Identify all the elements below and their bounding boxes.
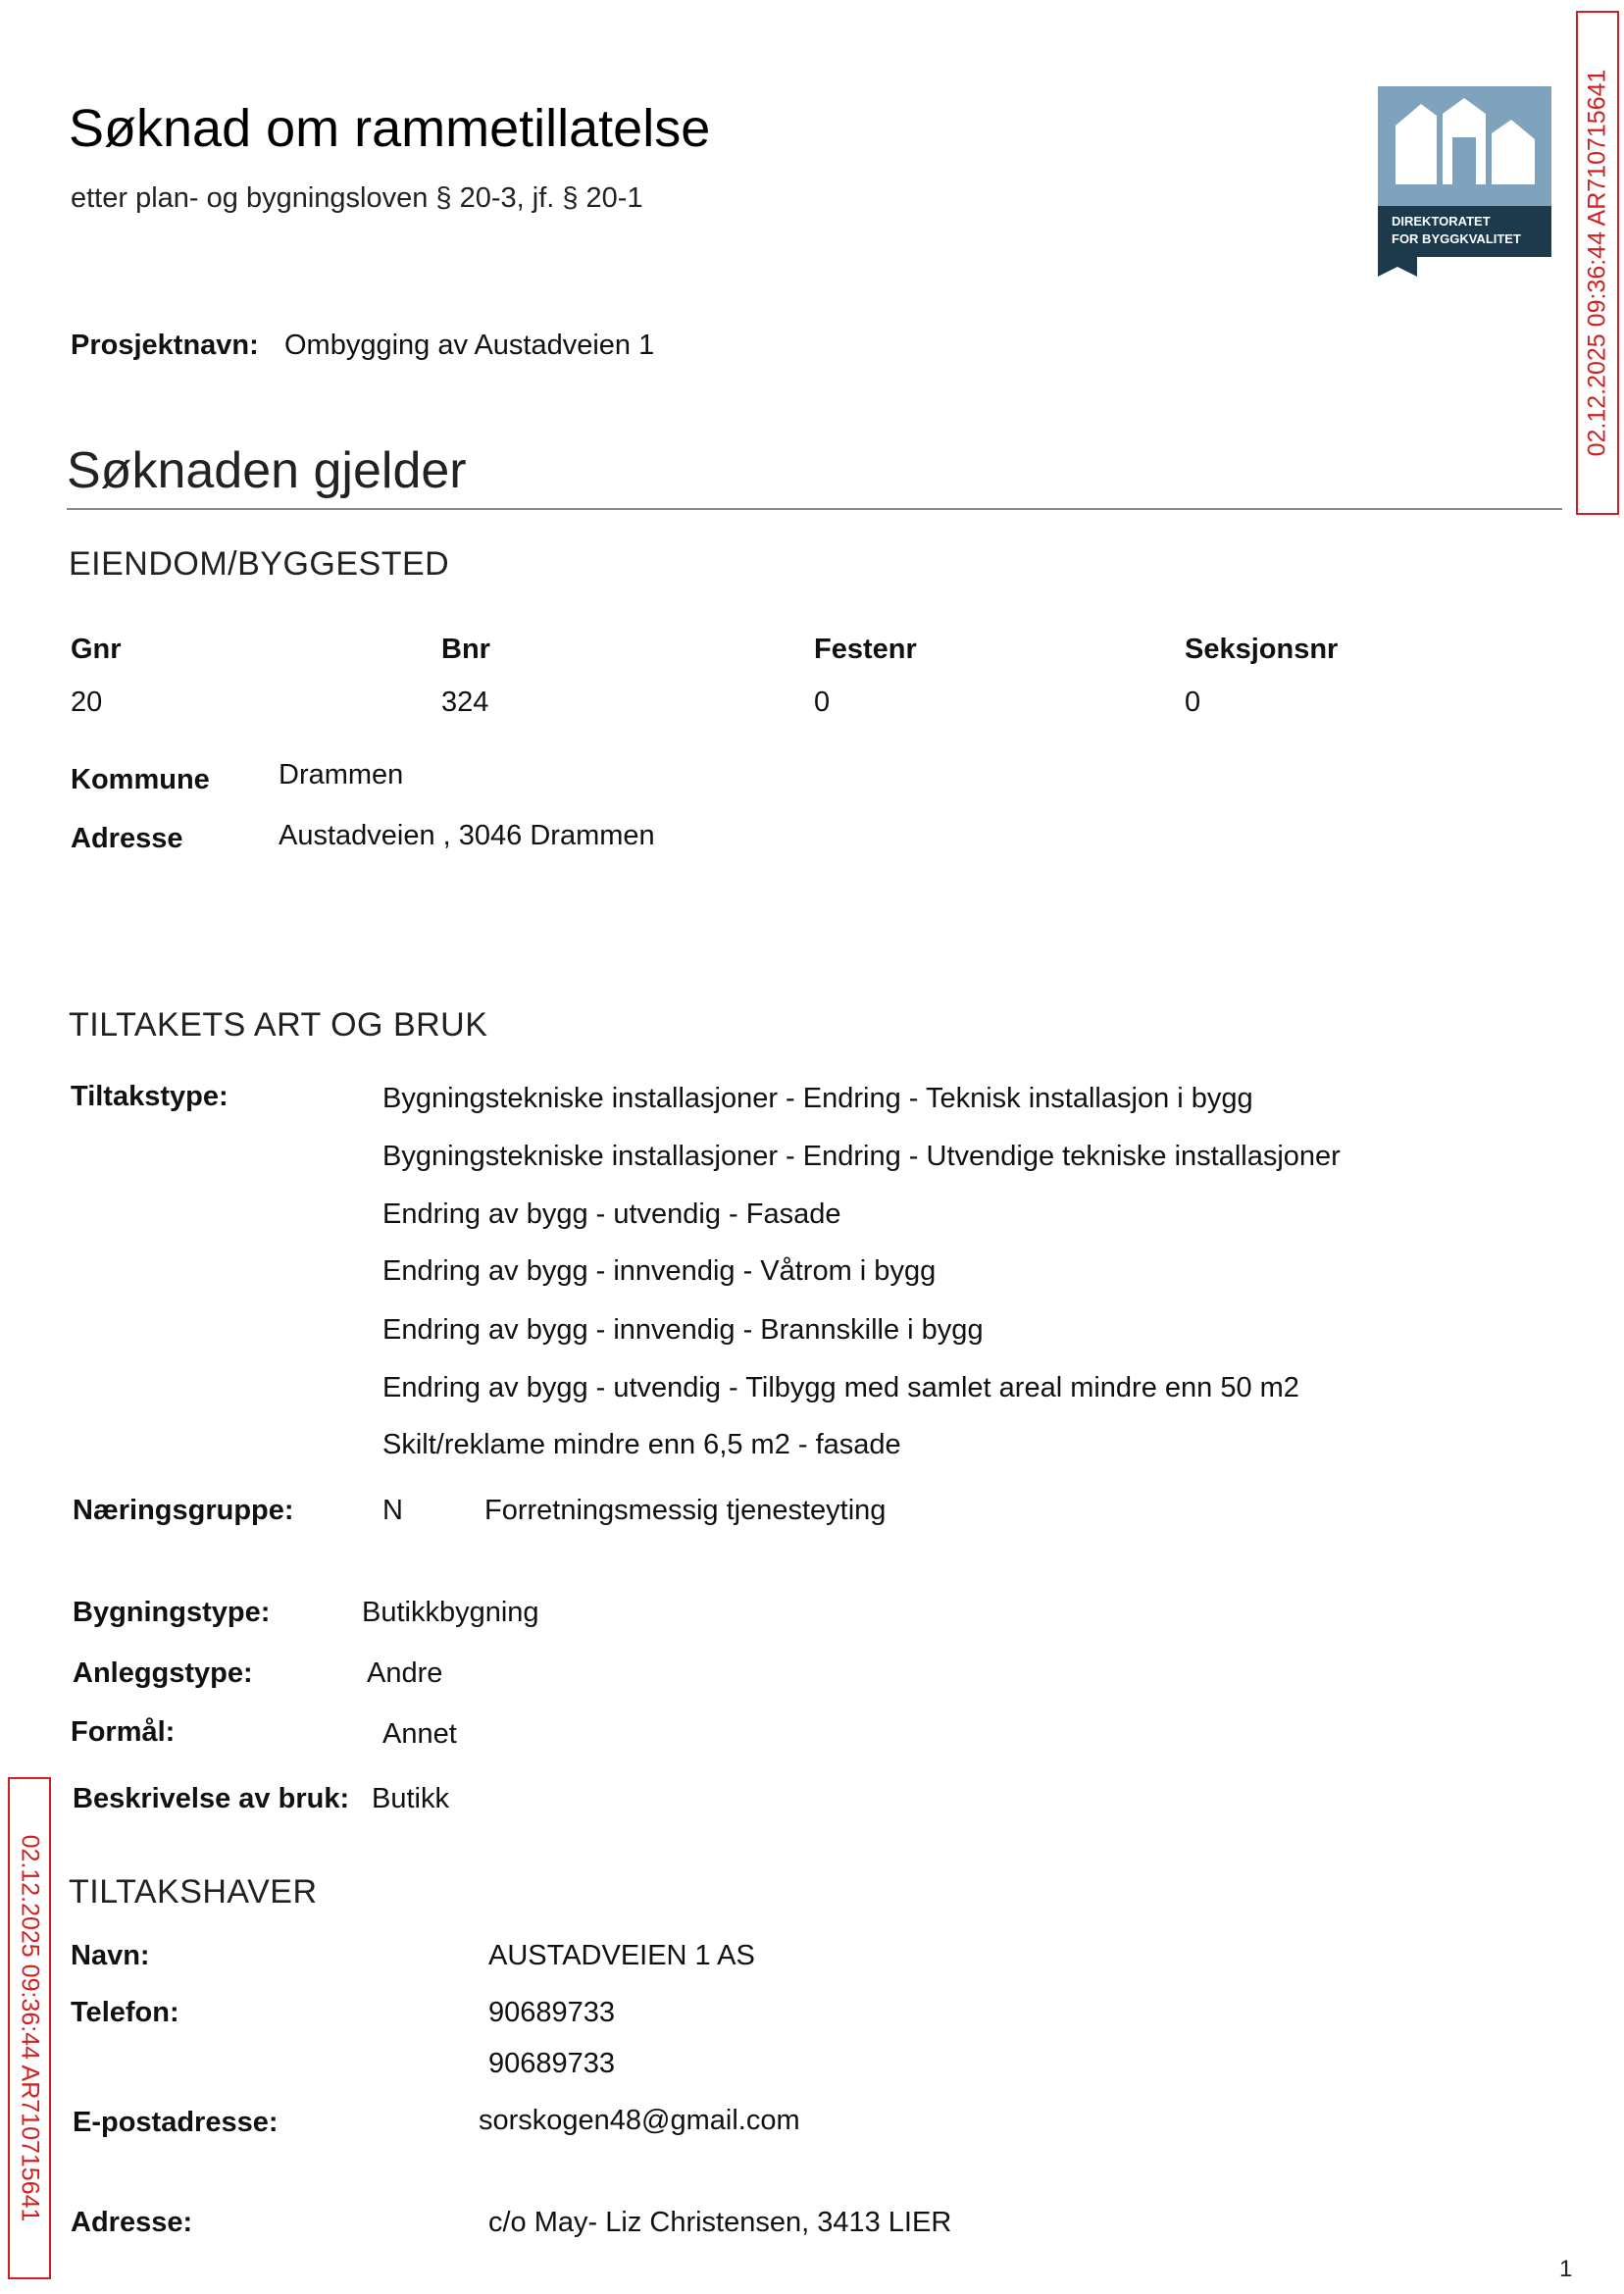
measure-heading: TILTAKETS ART OG BRUK bbox=[69, 1006, 488, 1044]
municipality-label: Kommune bbox=[71, 764, 210, 795]
property-heading: EIENDOM/BYGGESTED bbox=[69, 545, 450, 583]
logo-text-line1: DIREKTORATET bbox=[1392, 214, 1491, 229]
festenr-value: 0 bbox=[814, 687, 831, 718]
section-title: Søknaden gjelder bbox=[67, 442, 467, 499]
receipt-stamp-right bbox=[1576, 11, 1619, 515]
industry-code: N bbox=[382, 1495, 403, 1526]
gnr-label: Gnr bbox=[71, 634, 122, 665]
building-type-label: Bygningstype: bbox=[73, 1597, 271, 1628]
measure-type-item: Skilt/reklame mindre enn 6,5 m2 - fasade bbox=[382, 1429, 901, 1460]
seksjonsnr-value: 0 bbox=[1185, 687, 1201, 718]
applicant-phone-1: 90689733 bbox=[488, 1997, 616, 2028]
stamp-text: 02.12.2025 09:36:44 AR710715641 bbox=[1583, 69, 1611, 457]
applicant-name-label: Navn: bbox=[71, 1940, 150, 1971]
applicant-name-value: AUSTADVEIEN 1 AS bbox=[488, 1940, 755, 1971]
measure-type-item: Endring av bygg - innvendig - Våtrom i bygg bbox=[382, 1255, 937, 1287]
applicant-heading: TILTAKSHAVER bbox=[69, 1873, 318, 1911]
festenr-label: Festenr bbox=[814, 634, 917, 665]
project-name-label: Prosjektnavn: bbox=[71, 330, 259, 361]
property-address-value: Austadveien , 3046 Drammen bbox=[279, 820, 655, 851]
industry-label: Næringsgruppe: bbox=[73, 1495, 294, 1526]
bnr-value: 324 bbox=[441, 687, 489, 718]
document-subtitle: etter plan- og bygningsloven § 20-3, jf. § 20-1 bbox=[71, 182, 643, 214]
section-divider bbox=[67, 508, 1562, 510]
page-number: 1 bbox=[1559, 2256, 1573, 2282]
stamp-text: 02.12.2025 09:36:44 AR710715641 bbox=[16, 1834, 44, 2222]
applicant-address-value: c/o May- Liz Christensen, 3413 LIER bbox=[488, 2207, 952, 2238]
municipality-value: Drammen bbox=[279, 759, 404, 790]
dibk-logo bbox=[1378, 86, 1551, 277]
applicant-phone-2: 90689733 bbox=[488, 2048, 616, 2079]
measure-type-item: Endring av bygg - innvendig - Brannskille i bygg bbox=[382, 1314, 984, 1346]
use-description-value: Butikk bbox=[372, 1783, 449, 1814]
building-type-value: Butikkbygning bbox=[362, 1597, 539, 1628]
receipt-stamp-left bbox=[8, 1777, 51, 2279]
measure-type-item: Endring av bygg - utvendig - Tilbygg med samlet areal mindre enn 50 m2 bbox=[382, 1372, 1299, 1403]
project-name-value: Ombygging av Austadveien 1 bbox=[284, 330, 655, 361]
measure-type-item: Bygningstekniske installasjoner - Endring - Utvendige tekniske installasjoner bbox=[382, 1141, 1341, 1172]
logo-ribbon bbox=[1378, 257, 1417, 277]
document-title: Søknad om rammetillatelse bbox=[69, 99, 711, 158]
logo-text-line2: FOR BYGGKVALITET bbox=[1392, 231, 1521, 246]
industry-name: Forretningsmessig tjenesteyting bbox=[484, 1495, 887, 1526]
facility-type-label: Anleggstype: bbox=[73, 1657, 253, 1689]
seksjonsnr-label: Seksjonsnr bbox=[1185, 634, 1339, 665]
measure-type-label: Tiltakstype: bbox=[71, 1081, 228, 1112]
property-address-label: Adresse bbox=[71, 823, 183, 854]
applicant-address-label: Adresse: bbox=[71, 2207, 193, 2238]
applicant-phone-label: Telefon: bbox=[71, 1997, 179, 2028]
bnr-label: Bnr bbox=[441, 634, 490, 665]
use-description-label: Beskrivelse av bruk: bbox=[73, 1783, 350, 1814]
measure-type-item: Bygningstekniske installasjoner - Endring - Teknisk installasjon i bygg bbox=[382, 1083, 1253, 1114]
purpose-label: Formål: bbox=[71, 1716, 176, 1748]
applicant-email-label: E-postadresse: bbox=[73, 2107, 279, 2138]
applicant-email-value: sorskogen48@gmail.com bbox=[479, 2105, 800, 2136]
purpose-value: Annet bbox=[382, 1718, 457, 1750]
measure-type-item: Endring av bygg - utvendig - Fasade bbox=[382, 1198, 841, 1230]
facility-type-value: Andre bbox=[367, 1657, 443, 1689]
gnr-value: 20 bbox=[71, 687, 103, 718]
